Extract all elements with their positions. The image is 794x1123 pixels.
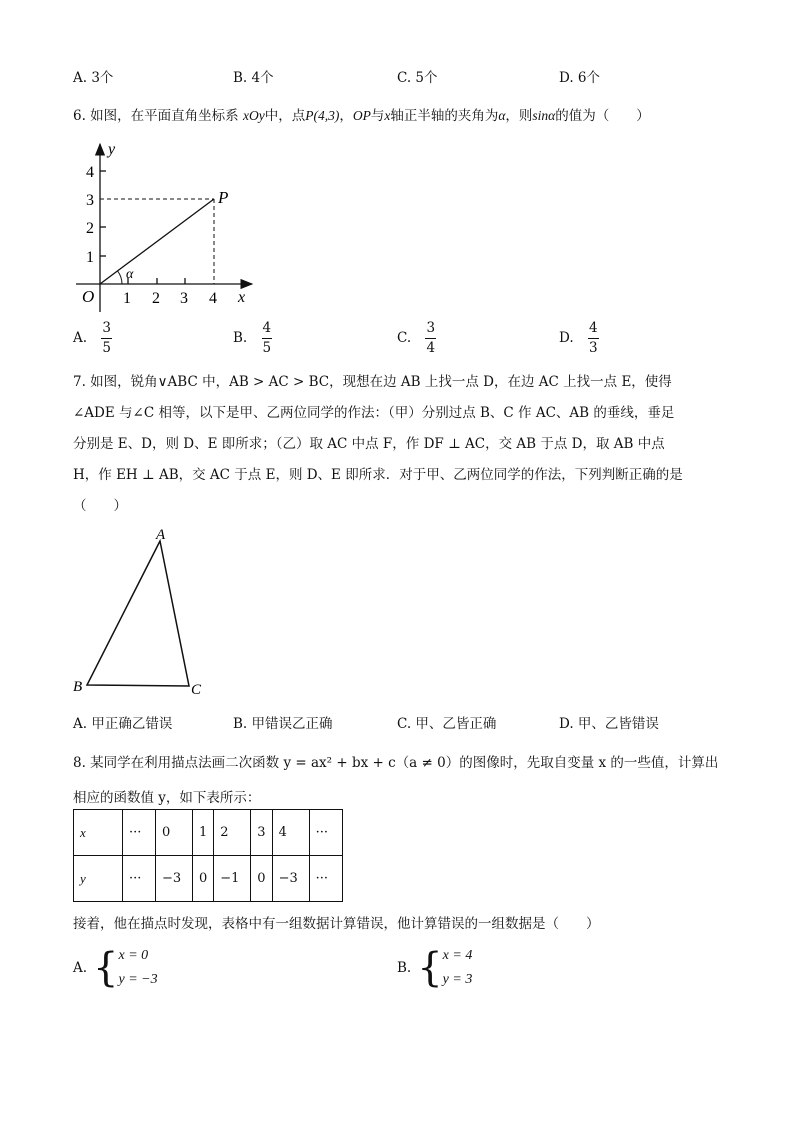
q6-stem: 6. 如图，在平面直角坐标系 xOy中，点P(4,3)，OP与x轴正半轴的夹角为α，则sinα的值为（ ） [73,108,650,124]
table-row-x: x ··· 0 1 2 3 4 ··· [74,810,343,856]
q8-option-a: A. { x = 0 y = −3 [73,945,158,991]
q7-line-3: 分别是 E、D，则 D、E 即所求；（乙）取 AC 中点 F，作 DF ⊥ AC，交 AB 于点 D，取 AB 中点 [73,436,665,452]
q8-option-b: B. { x = 4 y = 3 [397,945,473,991]
y-tick-3: 3 [86,192,94,209]
q7-line-1: 7. 如图，锐角∨ABC 中，AB > AC > BC，现想在边 AB 上找一点 D，在边 AC 上找一点 E，使得 [73,374,672,390]
q6-option-d: D. $\frac{4}{3}$ [559,320,598,356]
q6-option-c: C. $\frac{3}{4}$ [397,320,436,356]
y-tick-1: 1 [86,249,94,266]
q5-option-a: A. 3个 [73,70,114,86]
vertex-b-label: B [73,679,83,695]
x-tick-4: 4 [209,290,217,307]
q7-line-2: ∠ADE 与∠C 相等，以下是甲、乙两位同学的作法：（甲）分别过点 B、C 作 AC、AB 的垂线，垂足 [73,405,675,421]
y-tick-4: 4 [86,164,94,181]
x-tick-2: 2 [152,290,160,307]
q6-coordinate-figure [70,138,270,318]
q7-line-5: （ ） [73,498,127,514]
x-axis-label: x [238,289,246,306]
q7-option-d: D. 甲、乙皆错误 [559,716,659,732]
q6-option-b: B. $\frac{4}{5}$ [233,320,272,356]
brace-icon: { [93,945,119,991]
q7-triangle-figure [66,524,216,704]
vertex-c-label: C [191,682,202,698]
x-tick-1: 1 [123,290,131,307]
q8-line-1: 8. 某同学在利用描点法画二次函数 y = ax² + bx + c（a ≠ 0）的图像时，先取自变量 x 的一些值，计算出 [73,755,719,771]
table-row-y: y ··· −3 0 −1 0 −3 ··· [74,856,343,902]
angle-arc [118,271,122,284]
brace-icon: { [417,945,443,991]
x-tick-3: 3 [180,290,188,307]
q6-option-a: A. $\frac{3}{5}$ [73,320,111,356]
q8-value-table [73,809,343,902]
q8-line-3: 接着，他在描点时发现，表格中有一组数据计算错误，他计算错误的一组数据是（ ） [73,916,600,932]
q5-option-b: B. 4个 [233,70,274,86]
q5-option-c: C. 5个 [397,70,438,86]
y-tick-2: 2 [86,220,94,237]
q7-line-4: H，作 EH ⊥ AB，交 AC 于点 E，则 D、E 即所求．对于甲、乙两位同学的作法，下列判断正确的是 [73,467,683,483]
alpha-label: α [126,267,134,282]
q7-option-c: C. 甲、乙皆正确 [397,716,497,732]
q5-option-d: D. 6个 [559,70,601,86]
vertex-a-label: A [156,527,166,543]
q7-option-b: B. 甲错误乙正确 [233,716,333,732]
point-p-label: P [218,188,229,207]
q8-line-2: 相应的函数值 y，如下表所示： [73,790,261,806]
y-axis-label: y [108,141,116,158]
segment-op [100,199,214,284]
origin-label: O [82,287,95,306]
triangle-abc [87,541,189,686]
q7-option-a: A. 甲正确乙错误 [73,716,173,732]
